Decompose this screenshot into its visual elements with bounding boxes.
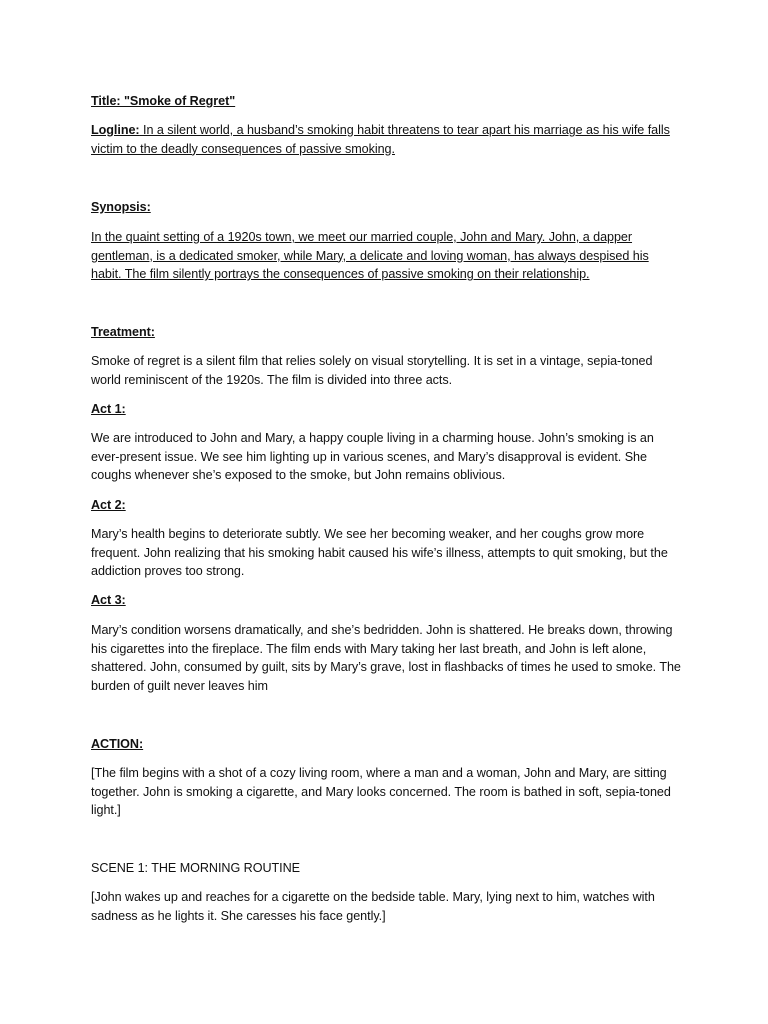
act2-heading: Act 2: [91,498,126,512]
title-line: Title: "Smoke of Regret" [91,94,236,108]
scene1-heading: SCENE 1: THE MORNING ROUTINE [91,861,300,875]
scene1-text: [John wakes up and reaches for a cigarette on the bedside table. Mary, lying next to him, watches with sadness as he lights it. She caresses his face gently.] [91,890,655,923]
act3-heading: Act 3: [91,593,126,607]
treatment-intro: Smoke of regret is a silent film that relies solely on visual storytelling. It is set in a vintage, sepia-toned world reminiscent of the 1920s. The film is divided into three acts. [91,354,653,387]
action-heading: ACTION: [91,737,144,751]
synopsis-heading: Synopsis: [91,200,151,214]
act3-text: Mary’s condition worsens dramatically, and she’s bedridden. John is shattered. He breaks down, throwing his cigarettes into the fireplace. The film ends with Mary taking her last breath, and John is left alone, shattered. John, consumed by guilt, sits by Mary’s grave, lost in flashbacks of times he used to smoke. The burden of guilt never leaves him [91,623,681,693]
synopsis-text: In the quaint setting of a 1920s town, we meet our married couple, John and Mary. John, a dapper gentleman, is a dedicated smoker, while Mary, a delicate and loving woman, has always despised his habit. The film silently portrays the consequences of passive smoking on their relationship. [91,230,649,282]
logline-label: Logline: [91,123,140,137]
treatment-heading: Treatment: [91,325,155,339]
act2-text: Mary’s health begins to deteriorate subtly. We see her becoming weaker, and her coughs grow more frequent. John realizing that his smoking habit caused his wife’s illness, attempts to quit smoking, but the addiction proves too strong. [91,527,668,579]
action-text: [The film begins with a shot of a cozy living room, where a man and a woman, John and Mary, are sitting together. John is smoking a cigarette, and Mary looks concerned. The room is bathed in soft, sepia-toned light.] [91,766,671,818]
act1-text: We are introduced to John and Mary, a happy couple living in a charming house. John’s smoking is an ever-present issue. We see him lighting up in various scenes, and Mary’s disapproval is evident. She coughs whenever she’s exposed to the smoke, but John remains oblivious. [91,431,654,483]
act1-heading: Act 1: [91,402,126,416]
logline-text: In a silent world, a husband’s smoking habit threatens to tear apart his marriage as his wife falls victim to the deadly consequences of passive smoking. [91,123,670,156]
logline-paragraph [91,121,681,158]
